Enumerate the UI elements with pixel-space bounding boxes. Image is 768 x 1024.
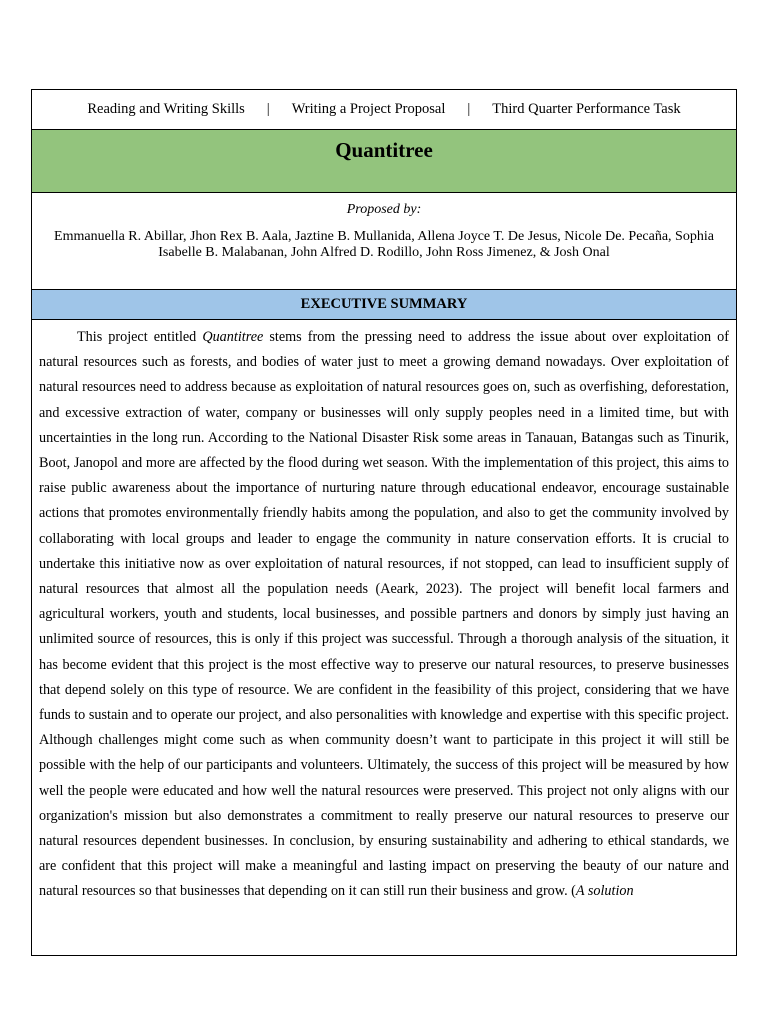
header-separator: |: [266, 101, 270, 117]
course-label: Reading and Writing Skills: [87, 101, 245, 117]
project-name-inline: Quantitree: [202, 329, 264, 345]
author-list: Emmanuella R. Abillar, Jhon Rex B. Aala, Jaztine B. Mullanida, Allena Joyce T. De Jesus, Nicole De. Pecaña, Sophia Isabelle B. Malabanan, John Alfred D. Rodillo, John Ross Jimenez, & Josh Onal: [54, 229, 714, 260]
proposal-document: [31, 89, 737, 956]
authors-section: [32, 193, 736, 290]
executive-summary-heading: [32, 290, 736, 320]
header-separator: |: [467, 101, 471, 117]
task-label: Third Quarter Performance Task: [492, 101, 681, 117]
summary-paragraph: [39, 325, 729, 905]
document-header: [32, 90, 736, 130]
section-heading: EXECUTIVE SUMMARY: [300, 296, 468, 312]
summary-intro: This project entitled: [77, 329, 203, 345]
proposed-by-label: Proposed by:: [346, 202, 422, 217]
summary-text: stems from the pressing need to address the issue about over exploitation of natural resources such as forests, and bodies of water just to meet a growing demand nowadays. Over exploitation of natural resources need to address because as exploitation of natural resources goes on, such as overfishing, deforestation, and excessive extraction of water, company or businesses will only supply peoples need in a limited time, but with uncertainties in the long run. According to the National Disaster Risk some areas in Tanauan, Batangas such as Tinurik, Boot, Janopol and more are affected by the flood during wet season. With the implementation of this project, this aims to raise public awareness about the importance of nurturing nature through educational endeavor, encourage sustainable actions that promotes environmentally friendly habits among the population, and also to get the community involved by collaborating with local groups and leader to engage the community in nature conservation efforts. It is crucial to undertake this initiative now as over exploitation of natural resources, if not stopped, can lead to insufficient supply of natural resources that almost all the population needs (Aeark, 2023). The project will benefit local farmers and agricultural workers, youth and students, local businesses, and possible partners and donors by simply just having an unlimited source of resources, this is only if this project was successful. Through a thorough analysis of the situation, it has become evident that this project is the most effective way to preserve our natural resources, to preserve businesses that depend solely on this type of resource. We are confident in the feasibility of this project, considering that we have funds to sustain and to operate our project, and also personalities with knowledge and expertise with this specific project. Although challenges might come such as when community doesn’t want to participate in this project it will still be possible with the help of our participants and volunteers. Ultimately, the success of this project will be measured by how well the people were educated and how well the natural resources were preserved. This project not only aligns with our organization's mission but also demonstrates a commitment to really preserve our natural resources to preserve our natural resources dependent businesses. In conclusion, by ensuring sustainability and adhering to ethical standards, we are confident that this project will make a meaningful and lasting impact on preserving the beauty of our nature and natural resources so that businesses that depending on it can still run their business and grow. (: [39, 329, 729, 900]
summary-closing: A solution: [575, 883, 634, 900]
executive-summary-body: [32, 320, 736, 955]
topic-label: Writing a Project Proposal: [291, 101, 446, 117]
title-band: [32, 130, 736, 193]
project-title: Quantitree: [335, 138, 433, 162]
